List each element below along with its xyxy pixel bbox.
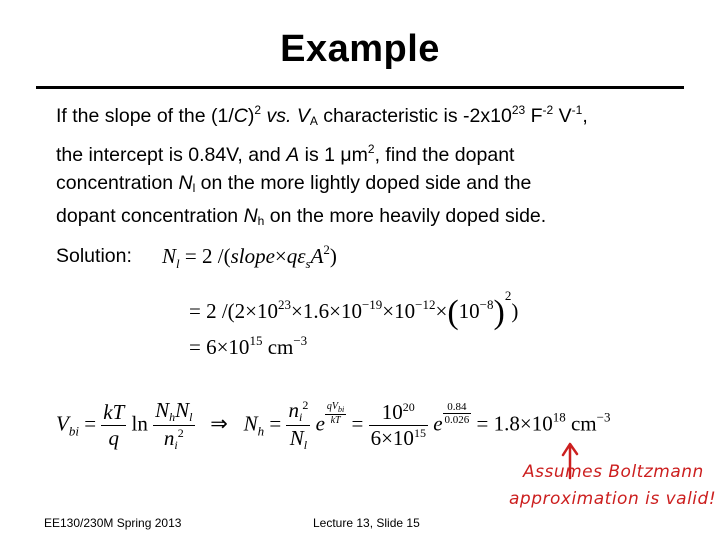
slide-title: Example	[280, 28, 440, 70]
annotation-line-1: Assumes Boltzmann	[523, 462, 704, 482]
problem-line-2: the intercept is 0.84V, and A is 1 $\mu m^2$, find the dopant	[56, 142, 515, 166]
equation-nl-substitution: = 2 $/(2\times 10^{23}\times 1.6\times 10^{-19}\times 10^{-12}\times(10^{-8})^2)$	[189, 288, 519, 331]
problem-line-3: concentration $N_l$ on the more lightly doped side and the	[56, 172, 532, 195]
annotation-line-2: approximation is valid!	[509, 489, 717, 509]
equation-nl-result: = $6\times 10^{15}$ $cm^{-3}$	[189, 333, 308, 359]
equation-nh-derivation: $V_{bi}$ = $\frac{kT}{q}$ ln $\frac{\text{NhNl}}{ni^2}$ ⇒ $N_h$ = $\frac{ni^2}{Nl}$ e $\frac{qV_{bi}}{kT}$ = $\frac{10^{20}}{6\times 10^{15}}$ e $\frac{0.84}{0.026}$ = $1.8\times 10^{18}$ $cm^{-3}$	[56, 398, 611, 452]
footer-course: EE130/230M Spring 2013	[44, 516, 182, 530]
solution-label: Solution:	[56, 245, 132, 267]
problem-statement	[56, 96, 696, 235]
problem-line-1: If the slope of the $(1/C)^2$ vs. $V_A$ characteristic is $-2x10^{23}$ $F^{-2}$ $V^{-1}$,	[56, 103, 588, 128]
footer-slide-number: Lecture 13, Slide 15	[313, 516, 420, 530]
title-divider	[36, 86, 684, 89]
equation-nl-definition: $N_l = 2$ $/(slope\times q\varepsilon_sA^2)$	[162, 242, 337, 271]
problem-line-4: dopant concentration $N_h$ on the more heavily doped side.	[56, 205, 547, 228]
